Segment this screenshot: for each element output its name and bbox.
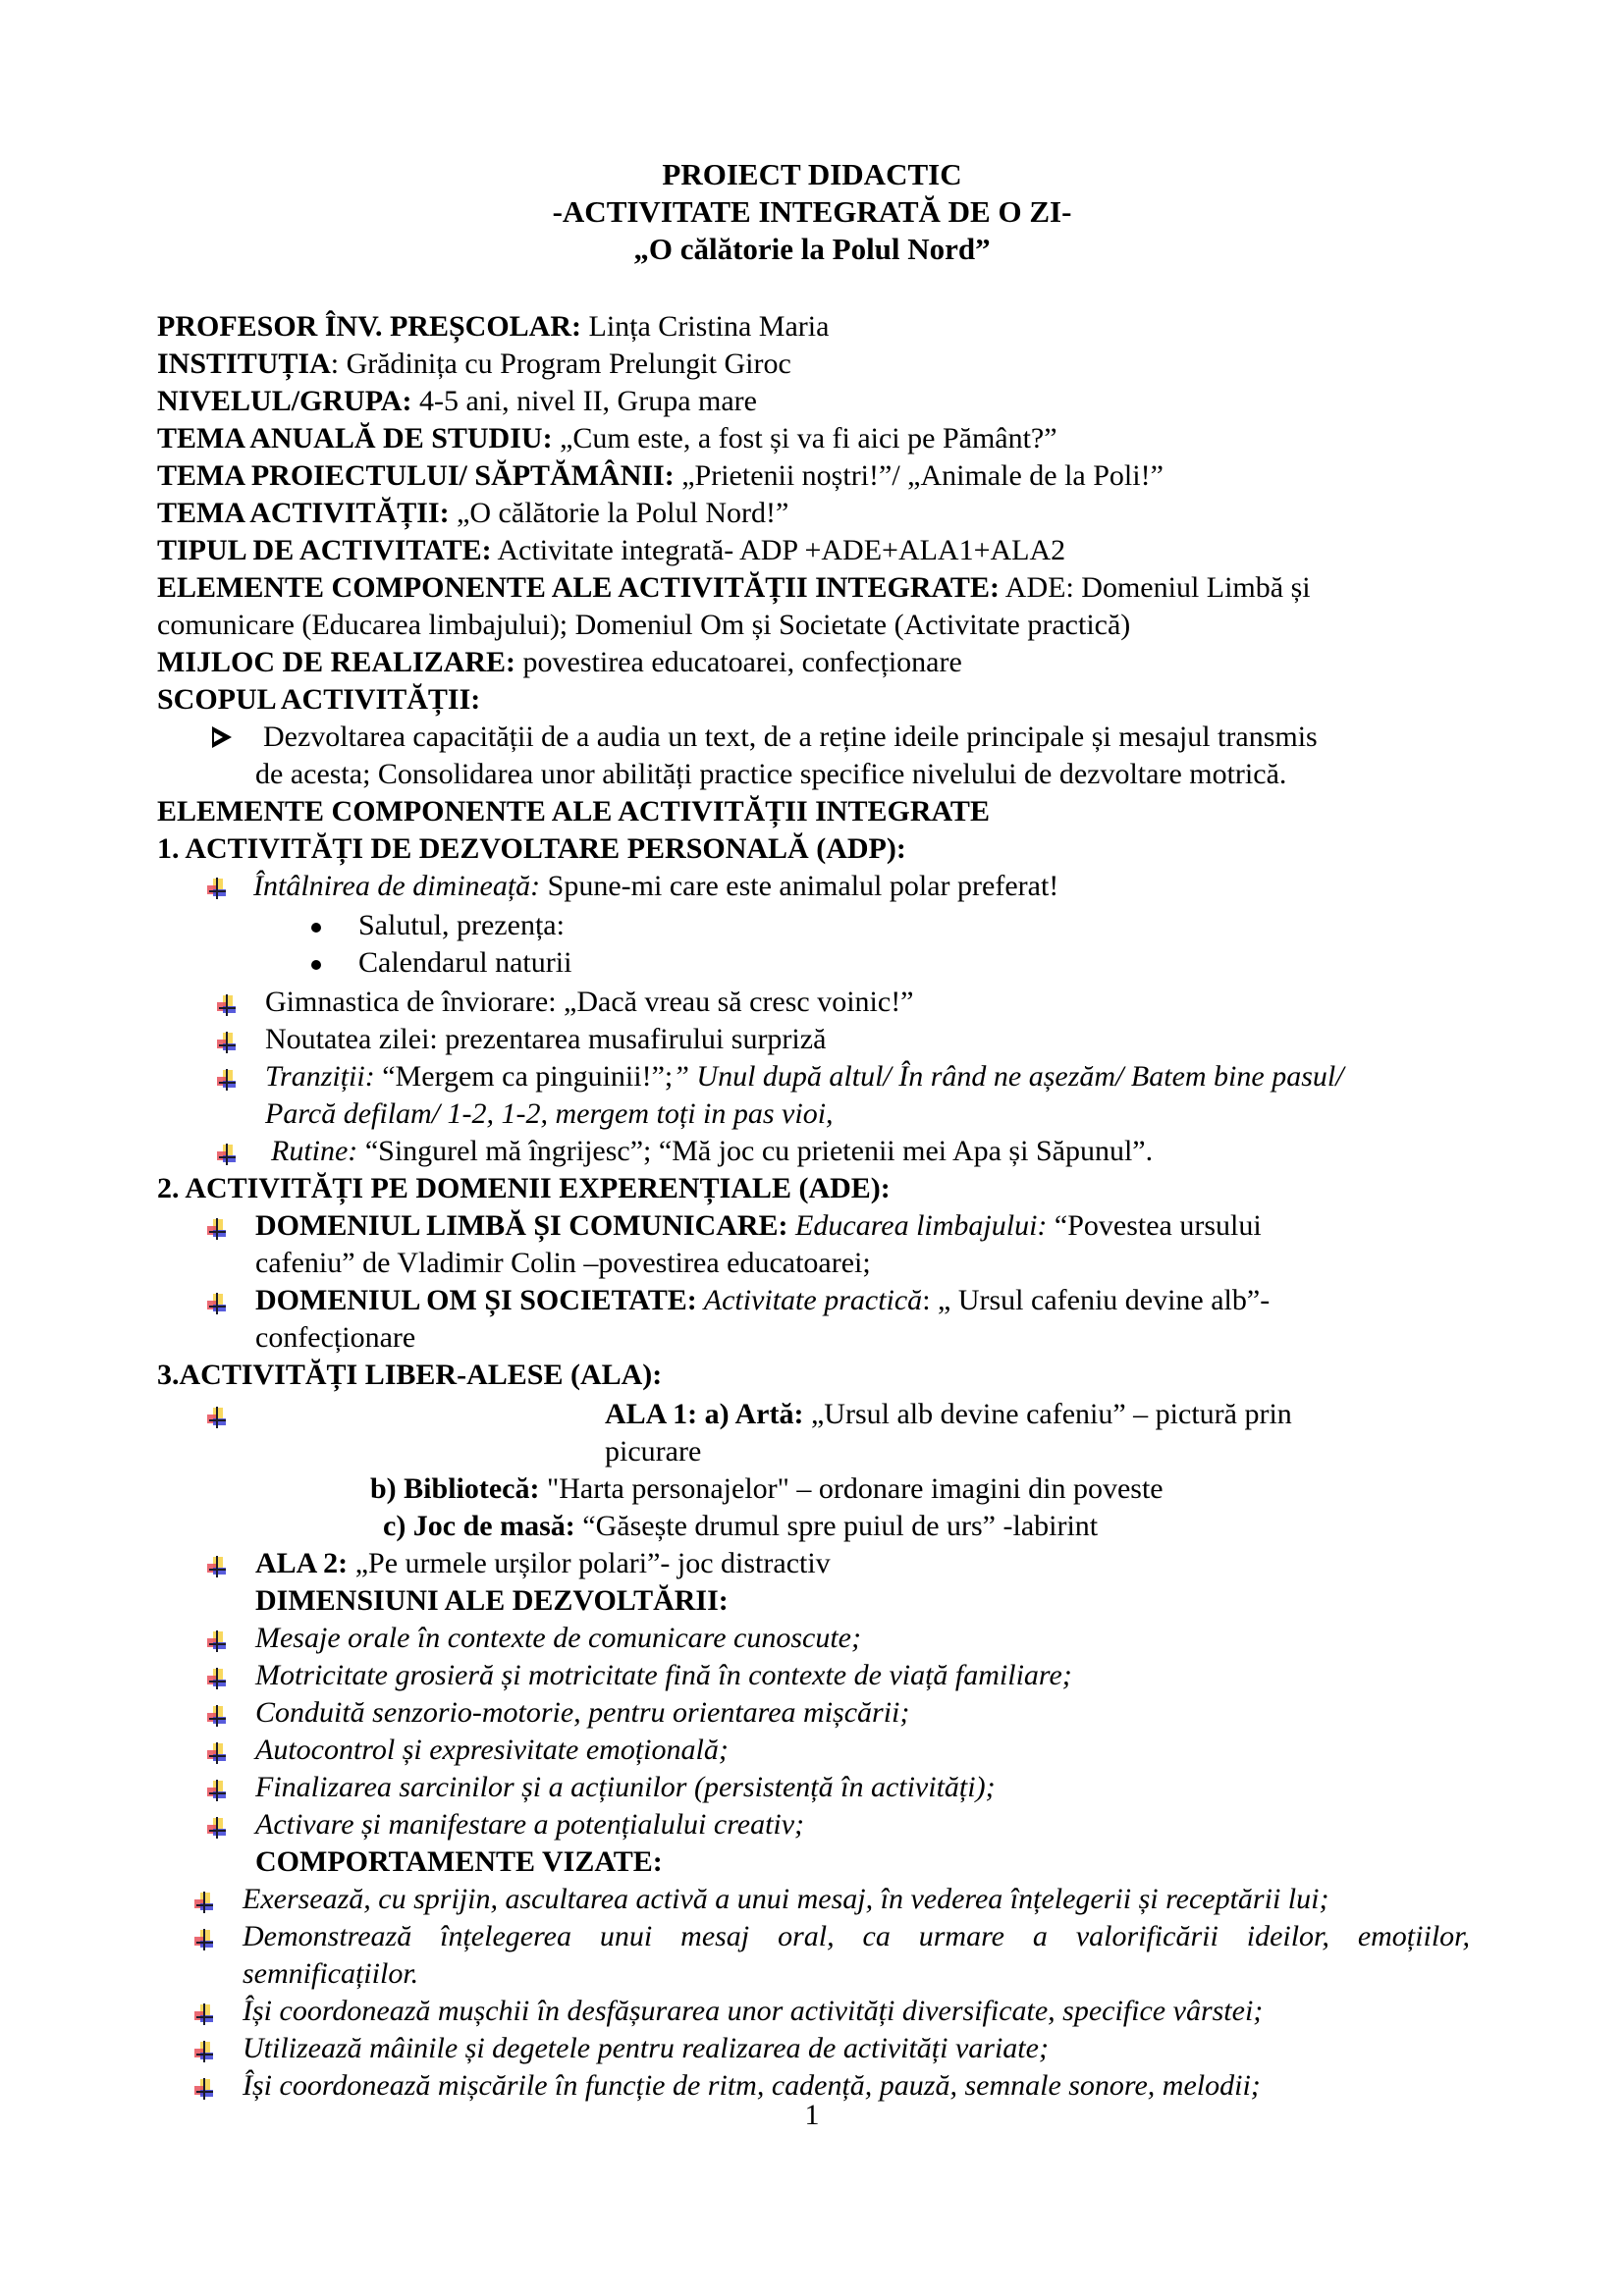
ala-c-line <box>383 1509 1098 1544</box>
multicolor-plus-bullet-icon <box>206 1556 228 1577</box>
multicolor-plus-bullet-icon <box>206 1668 228 1689</box>
info-elemente-cont: comunicare (Educarea limbajului); Domeniul Om și Societate (Activitate practică) <box>157 609 1131 641</box>
scop-line-2: de acesta; Consolidarea unor abilități practice specifice nivelului de dezvoltare motrică. <box>255 758 1287 790</box>
multicolor-plus-bullet-icon <box>193 2078 215 2100</box>
info-label: TEMA ACTIVITĂȚII: <box>157 497 450 529</box>
info-label: TIPUL DE ACTIVITATE: <box>157 534 492 566</box>
info-value: : Grădinița cu Program Prelungit Giroc <box>330 347 791 380</box>
multicolor-plus-bullet-icon <box>193 1929 215 1950</box>
multicolor-plus-bullet-icon <box>206 1293 228 1314</box>
comportament-item: Își coordonează mișcările în funcție de ritm, cadență, pauză, semnale sonore, melodii; <box>243 2069 1261 2102</box>
multicolor-plus-bullet-icon <box>216 1032 238 1053</box>
multicolor-plus-bullet-icon <box>193 1892 215 1913</box>
info-profesor <box>157 309 829 345</box>
scop-line-1: Dezvoltarea capacității de a audia un text, de a reține ideile principale și mesajul transmis <box>263 721 1318 753</box>
info-nivelul <box>157 384 757 419</box>
adp-sub-item: Salutul, prezența: <box>358 909 565 941</box>
dimensiune-item: Activare și manifestare a potențialului creativ; <box>255 1808 805 1841</box>
info-value: „O călătorie la Polul Nord!” <box>449 497 789 529</box>
dimensiune-item: Mesaje orale în contexte de comunicare cunoscute; <box>255 1622 861 1654</box>
multicolor-plus-bullet-icon <box>206 1218 228 1240</box>
comportament-item: Utilizează mâinile și degetele pentru realizarea de activități variate; <box>243 2032 1049 2064</box>
info-label: MIJLOC DE REALIZARE: <box>157 646 516 678</box>
adp-gimnastica: Gimnastica de înviorare: „Dacă vreau să cresc voinic!” <box>265 986 914 1018</box>
ala1-label: ALA 1: a) Artă: <box>605 1398 804 1430</box>
ade-dlc <box>255 1208 1262 1244</box>
info-label: NIVELUL/GRUPA: <box>157 385 412 417</box>
ala-c-value: “Găsește drumul spre puiul de urs” -labirint <box>574 1510 1099 1542</box>
dos-label: DOMENIUL OM ȘI SOCIETATE: <box>255 1284 697 1316</box>
comportamente-heading: COMPORTAMENTE VIZATE: <box>255 1845 663 1878</box>
comportament-item: Își coordonează mușchii în desfășurarea unor activități diversificate, specifice vârstei; <box>243 1995 1264 2027</box>
multicolor-plus-bullet-icon <box>206 1705 228 1727</box>
ala2-value: „Pe urmele urșilor polari”- joc distractiv <box>348 1547 831 1579</box>
ala-b-value: "Harta personajelor" – ordonare imagini din poveste <box>539 1472 1164 1505</box>
info-tipul <box>157 533 1065 568</box>
comportament-item: Demonstrează înțelegerea unui mesaj oral, ca urmare a valorificării ideilor, emoțiilor, <box>243 1920 1470 1952</box>
elements-heading: ELEMENTE COMPONENTE ALE ACTIVITĂȚII INTEGRATE <box>157 795 990 828</box>
comportament-item-continuation: semnificațiilor. <box>243 1957 419 1990</box>
info-label: TEMA ANUALĂ DE STUDIU: <box>157 422 553 454</box>
ala1-line-2: picurare <box>605 1435 702 1468</box>
info-value: Activitate integrată- ADP +ADE+ALA1+ALA2 <box>491 534 1066 566</box>
adp-heading: 1. ACTIVITĂȚI DE DEZVOLTARE PERSONALĂ (ADP): <box>157 832 906 865</box>
tranzitii-rest: ” Unul după altul/ În rând ne așezăm/ Batem bine pasul/ <box>673 1060 1344 1093</box>
info-value: 4-5 ani, nivel II, Grupa mare <box>411 385 757 417</box>
info-institutia <box>157 347 791 382</box>
multicolor-plus-bullet-icon <box>206 1630 228 1652</box>
info-value: Lința Cristina Maria <box>581 310 830 343</box>
dlc-value: “Povestea ursului <box>1047 1209 1262 1242</box>
dimensiune-item: Finalizarea sarcinilor și a acțiunilor (persistență în activități); <box>255 1771 996 1803</box>
info-tema-activitate <box>157 496 788 531</box>
tranzitii-label: Tranziții: <box>265 1060 375 1093</box>
info-scop-heading: SCOPUL ACTIVITĂȚII: <box>157 683 481 716</box>
adp-tranzitii <box>265 1059 1344 1095</box>
arrow-bullet-icon <box>212 726 232 748</box>
dos-italic: Activitate practică <box>696 1284 923 1316</box>
dimensiuni-heading: DIMENSIUNI ALE DEZVOLTĂRII: <box>255 1584 729 1617</box>
dimensiune-item: Conduită senzorio-motorie, pentru orientarea mișcării; <box>255 1696 910 1729</box>
rutine-value: “Singurel mă îngrijesc”; “Mă joc cu prietenii mei Apa și Săpunul”. <box>357 1135 1154 1167</box>
ade-dlc-line-2: cafeniu” de Vladimir Colin –povestirea educatoarei; <box>255 1247 871 1279</box>
info-label: INSTITUȚIA <box>157 347 331 380</box>
comportament-item: Exersează, cu sprijin, ascultarea activă a unui mesaj, în vederea înțelegerii și receptării lui; <box>243 1883 1329 1915</box>
info-value: ADE: Domeniul Limbă și <box>999 571 1311 604</box>
intalnire-value: Spune-mi care este animalul polar preferat! <box>540 870 1059 902</box>
title-line-2: -ACTIVITATE INTEGRATĂ DE O ZI- <box>552 194 1072 229</box>
multicolor-plus-bullet-icon <box>216 1069 238 1091</box>
multicolor-plus-bullet-icon <box>206 878 228 899</box>
multicolor-plus-bullet-icon <box>206 1742 228 1764</box>
ala-c-label: c) Joc de masă: <box>383 1510 575 1542</box>
ala-heading: 3.ACTIVITĂȚI LIBER-ALESE (ALA): <box>157 1359 663 1391</box>
dlc-label: DOMENIUL LIMBĂ ȘI COMUNICARE: <box>255 1209 788 1242</box>
ala-b-label: b) Bibliotecă: <box>370 1472 540 1505</box>
dot-bullet-icon <box>311 923 321 933</box>
ade-dos <box>255 1283 1270 1318</box>
info-mijloc <box>157 645 962 680</box>
multicolor-plus-bullet-icon <box>193 2003 215 2025</box>
dlc-italic: Educarea limbajului: <box>787 1209 1048 1242</box>
info-label: PROFESOR ÎNV. PREȘCOLAR: <box>157 310 581 343</box>
tranzitii-quote: “Mergem ca pinguinii!”; <box>374 1060 674 1093</box>
multicolor-plus-bullet-icon <box>216 1144 238 1165</box>
info-tema-anuala <box>157 421 1057 456</box>
adp-noutatea: Noutatea zilei: prezentarea musafirului surpriză <box>265 1023 827 1055</box>
ade-heading: 2. ACTIVITĂȚI PE DOMENII EXPERENȚIALE (ADE): <box>157 1172 891 1204</box>
intalnire-label: Întâlnirea de dimineață: <box>253 870 541 902</box>
dimensiune-item: Autocontrol și expresivitate emoțională; <box>255 1734 729 1766</box>
ala1-value: „Ursul alb devine cafeniu” – pictură prin <box>803 1398 1292 1430</box>
multicolor-plus-bullet-icon <box>206 1780 228 1801</box>
adp-intalnire <box>253 869 1058 904</box>
rutine-label: Rutine: <box>271 1135 358 1167</box>
ade-dos-line-2: confecționare <box>255 1321 416 1354</box>
dot-bullet-icon <box>311 960 321 970</box>
dos-value: : „ Ursul cafeniu devine alb”- <box>922 1284 1271 1316</box>
adp-tranzitii-line-2: Parcă defilam/ 1-2, 1-2, mergem toți in pas vioi, <box>265 1097 834 1130</box>
ala-b-line <box>370 1471 1164 1507</box>
ala2-line <box>255 1546 831 1581</box>
page-number: 1 <box>804 2099 820 2131</box>
multicolor-plus-bullet-icon <box>206 1817 228 1839</box>
adp-sub-item: Calendarul naturii <box>358 946 572 979</box>
title-line-3: „O călătorie la Polul Nord” <box>633 232 991 266</box>
info-tema-proiect <box>157 458 1164 494</box>
multicolor-plus-bullet-icon <box>216 994 238 1016</box>
info-value: „Cum este, a fost și va fi aici pe Pământ?” <box>552 422 1057 454</box>
info-label: TEMA PROIECTULUI/ SĂPTĂMÂNII: <box>157 459 675 492</box>
adp-rutine <box>271 1134 1153 1169</box>
ala2-label: ALA 2: <box>255 1547 349 1579</box>
dimensiune-item: Motricitate grosieră și motricitate fină în contexte de viață familiare; <box>255 1659 1072 1691</box>
info-elemente <box>157 570 1311 606</box>
info-value: povestirea educatoarei, confecționare <box>515 646 962 678</box>
info-label: ELEMENTE COMPONENTE ALE ACTIVITĂȚII INTEGRATE: <box>157 571 1000 604</box>
multicolor-plus-bullet-icon <box>206 1407 228 1428</box>
multicolor-plus-bullet-icon <box>193 2041 215 2062</box>
info-value: „Prietenii noștri!”/ „Animale de la Poli!” <box>674 459 1164 492</box>
title-line-1: PROIECT DIDACTIC <box>662 157 962 191</box>
ala1-line <box>605 1397 1292 1432</box>
